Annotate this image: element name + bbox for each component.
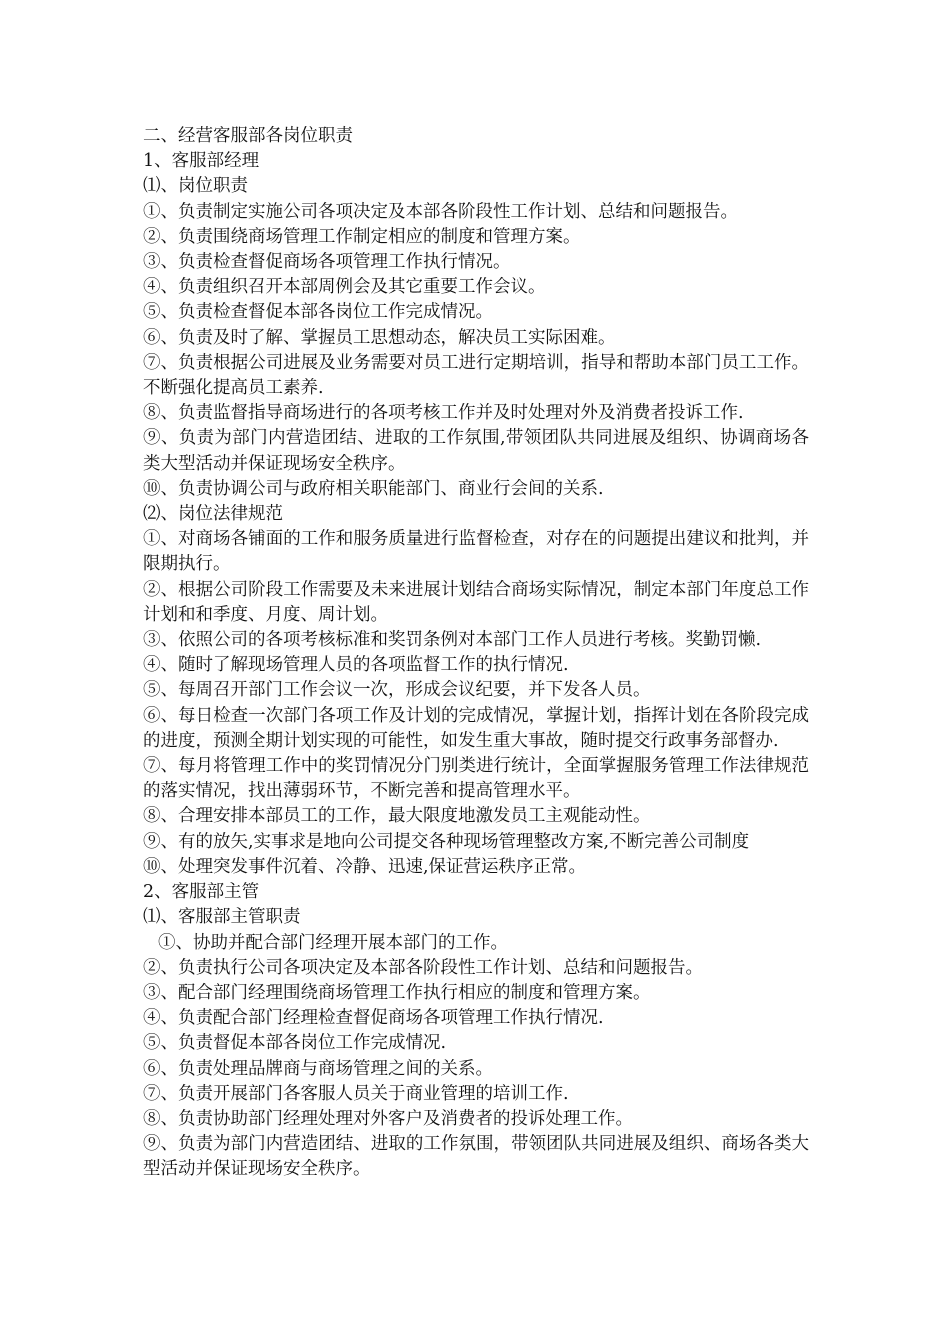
document-body bbox=[143, 124, 809, 1183]
list-item: ⑥、每日检查一次部门各项工作及计划的完成情况，掌握计划，指挥计划在各阶段完成的进度，预测全期计划实现的可能性，如发生重大事故，随时提交行政事务部督办. bbox=[143, 705, 809, 751]
list-item: ④、随时了解现场管理人员的各项监督工作的执行情况. bbox=[143, 655, 569, 676]
list-item: ③、配合部门经理围绕商场管理工作执行相应的制度和管理方案。 bbox=[143, 982, 651, 1003]
list-item: ⑦、负责根据公司进展及业务需要对员工进行定期培训，指导和帮助本部门员工工作。不断强化提高员工素养. bbox=[143, 352, 809, 399]
list-item: ⑦、负责开展部门各客服人员关于商业管理的培训工作. bbox=[143, 1083, 569, 1104]
list-item: ⑦、每月将管理工作中的奖罚情况分门别类进行统计，全面掌握服务管理工作法律规范的落实情况，找出薄弱环节，不断完善和提高管理水平。 bbox=[143, 756, 809, 802]
list-item: ⑧、合理安排本部员工的工作，最大限度地激发员工主观能动性。 bbox=[143, 806, 651, 827]
part1-sub2-title: ⑵、岗位法律规范 bbox=[143, 504, 283, 525]
list-item: ⑤、负责检查督促本部各岗位工作完成情况。 bbox=[143, 302, 493, 323]
list-item: ⑩、处理突发事件沉着、冷静、迅速,保证营运秩序正常。 bbox=[143, 856, 587, 877]
list-item: ⑨、有的放矢,实事求是地向公司提交各种现场管理整改方案,不断完善公司制度 bbox=[143, 831, 750, 852]
list-item: ⑤、每周召开部门工作会议一次，形成会议纪要，并下发各人员。 bbox=[143, 680, 651, 701]
list-item: ④、负责组织召开本部周例会及其它重要工作会议。 bbox=[143, 277, 546, 298]
list-item: ⑨、负责为部门内营造团结、进取的工作氛围,带领团队共同进展及组织、协调商场各类大型活动并保证现场安全秩序。 bbox=[143, 428, 809, 474]
list-item: ②、负责执行公司各项决定及本部各阶段性工作计划、总结和问题报告。 bbox=[143, 957, 703, 978]
list-item: ④、负责配合部门经理检查督促商场各项管理工作执行情况. bbox=[143, 1008, 604, 1029]
list-item: ①、协助并配合部门经理开展本部门的工作。 bbox=[158, 932, 508, 953]
list-item: ②、根据公司阶段工作需要及未来进展计划结合商场实际情况，制定本部门年度总工作计划和和季度、月度、周计划。 bbox=[143, 579, 809, 625]
list-item: ⑨、负责为部门内营造团结、进取的工作氛围，带领团队共同进展及组织、商场各类大型活动并保证现场安全秩序。 bbox=[143, 1134, 809, 1180]
list-item: ⑥、负责及时了解、掌握员工思想动态，解决员工实际困难。 bbox=[143, 327, 616, 348]
section-title: 二、经营客服部各岗位职责 bbox=[143, 126, 353, 146]
part2-title: 2、客服部主管 bbox=[143, 882, 260, 903]
list-item: ⑧、负责协助部门经理处理对外客户及消费者的投诉处理工作。 bbox=[143, 1108, 633, 1129]
part2-sub1-title: ⑴、客服部主管职责 bbox=[143, 907, 301, 928]
list-item: ③、依照公司的各项考核标准和奖罚条例对本部门工作人员进行考核。奖勤罚懒. bbox=[143, 630, 762, 651]
list-item: ①、负责制定实施公司各项决定及本部各阶段性工作计划、总结和问题报告。 bbox=[143, 201, 738, 222]
list-item: ②、负责围绕商场管理工作制定相应的制度和管理方案。 bbox=[143, 226, 581, 247]
list-item: ①、对商场各铺面的工作和服务质量进行监督检查，对存在的问题提出建议和批判，并限期执行。 bbox=[143, 529, 809, 575]
list-item: ⑧、负责监督指导商场进行的各项考核工作并及时处理对外及消费者投诉工作. bbox=[143, 403, 744, 424]
list-item: ⑤、负责督促本部各岗位工作完成情况. bbox=[143, 1033, 447, 1054]
list-item: ⑩、负责协调公司与政府相关职能部门、商业行会间的关系. bbox=[143, 478, 604, 499]
part1-sub1-title: ⑴、岗位职责 bbox=[143, 176, 248, 197]
part1-title: 1、客服部经理 bbox=[143, 151, 260, 172]
list-item: ③、负责检查督促商场各项管理工作执行情况。 bbox=[143, 252, 511, 273]
list-item: ⑥、负责处理品牌商与商场管理之间的关系。 bbox=[143, 1058, 493, 1079]
